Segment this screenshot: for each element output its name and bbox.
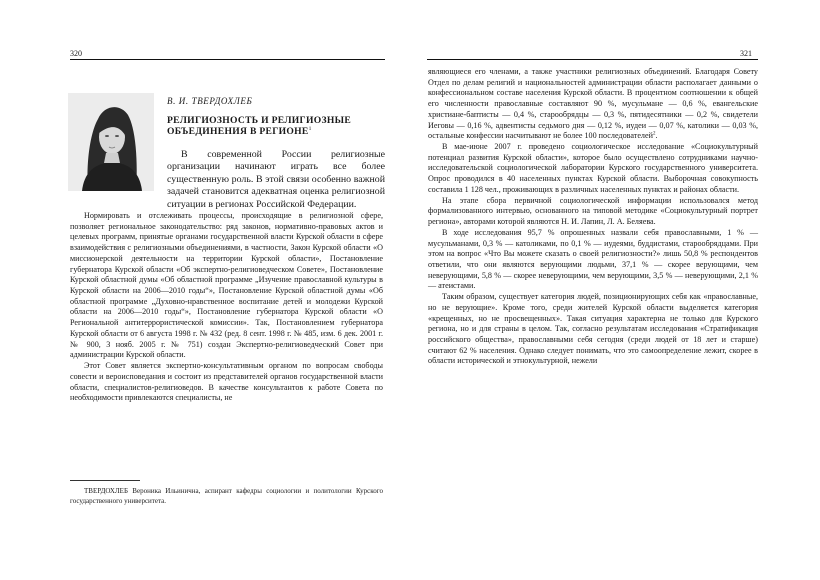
body-paragraph: Нормировать и отслеживать процессы, происходящие в религиозной сфере, позволяет региональное законодательство: ряд законов, нормативно-правовых актов и целевых программ, принятые органами государственной власти Курской области в сфере взаимодействия с религиозными объединениями, в частности, Закон Курской области «О миссионерской деятельности на территории Курской области», Постановление губернатора Курской области «Об экспертно-религиоведческом Совете», Постановление Курской областной думы «Об областной программе „Изучение православной культуры в Курской области на 2006—2010 годы“», Постановление Курской областной думы «Об областной программе „Духовно-нравственное воспитание детей и молодежи Курской области на 2006—2010 годы“», Постановление губернатора Курской области «О Региональной антитеррористической комиссии». Так, Постановлением губернатора Курской области от 6 августа 1998 г. № 432 (ред. 8 сент. 1998 г. № 485, изм. 6 дек. 2001 г. № 900, 3 нояб. 2005 г. № 751) создан Экспертно-религиоведческий Совет при администрации Курской области.	[70, 211, 383, 360]
body-paragraph: В ходе исследования 95,7 % опрошенных назвали себя православными, 1 % — мусульманами, 0,3 % — католиками, по 0,1 % — иудеями, буддистами, старообрядцами. При этом на вопрос «Что Вы можете сказать о своей религиозности?» лишь 50,8 % респондентов ответили, что они являются верующими людьми, 37,1 % — скорее верующими, чем неверующими, 5,8 % — скорее неверующими, чем верующими, 3,5 % — неверующими, 2,1 % — атеистами.	[428, 227, 758, 291]
article-title	[167, 115, 351, 138]
header-rule-right	[427, 59, 758, 60]
footnote-text: ТВЕРДОХЛЕБ Вероника Ильинична, аспирант кафедры социологии и политологии Курского государственного университета.	[70, 487, 383, 506]
article-intro	[167, 149, 385, 211]
footnote-rule	[70, 480, 140, 481]
body-paragraph: На этапе сбора первичной социологической информации использовался метод формализованного интервью, основанного на типовой методике «Социокультурный портрет региона», авторами которой являются Н. И. Лапин, Л. А. Беляева.	[428, 195, 758, 227]
right-body-column	[428, 67, 758, 367]
body-paragraph: Этот Совет является экспертно-консультативным органом по вопросам свободы совести и вероисповедания и состоит из представителей органов государственной власти области, специалистов-религиоведов. В качестве консультантов к работе Совета по необходимости привлекаются специалисты, не	[70, 361, 383, 403]
title-footnote-mark: 1	[308, 126, 312, 133]
page-number-right: 321	[740, 49, 752, 58]
paragraph-end: .	[655, 131, 658, 141]
article-title-line1: РЕЛИГИОЗНОСТЬ И РЕЛИГИОЗНЫЕ	[167, 115, 352, 126]
body-paragraph	[428, 67, 758, 142]
author-photo	[68, 93, 154, 191]
article-title-line2: ОБЪЕДИНЕНИЯ В РЕГИОНЕ	[167, 126, 309, 138]
paragraph-text: являющиеся его членами, а также участники религиозных объединений. Благодаря Совету Отдел по делам религий и национальностей администрации области располагает данными о конфессиональном составе населения Курской области. В процентном соотношении к общей его численности православные составляют 90 %, мусульмане — 0,6 %, евангельские христиане-баптисты — 0,4 %, старообрядцы — 0,3 %, пятидесятники — 0,2 %, свидетели Иеговы — 0,16 %, адвентисты седьмого дня — 0,12 %, иудеи — 0,07 %, католики — 0,03 %, остальные конфессии насчитывают не более 100 последователей	[428, 67, 758, 141]
body-paragraph: В мае-июне 2007 г. проведено социологическое исследование «Социокультурный потенциал развития Курской области», которое было осуществлено сотрудниками научно-исследовательской социологической лаборатории Курского государственного университета. Опрос проводился в 40 населенных пунктах Курской области. Выборочная совокупность составила 1 128 чел., проживающих в различных населенных пунктах и районах области.	[428, 142, 758, 194]
footnote-mark: 2	[652, 131, 656, 137]
left-body-column	[70, 211, 383, 404]
right-page	[410, 0, 820, 580]
intro-paragraph: В современной России религиозные организации начинают играть все более существенную роль. В этой связи особенно важной задачей становится адекватная оценка религиозной ситуации в регионах Российской Федерации.	[167, 149, 385, 210]
article-author: В. И. ТВЕРДОХЛЕБ	[167, 96, 253, 106]
body-paragraph: Таким образом, существует категория людей, позиционирующих себя как «православные, но не верующие». Кроме того, среди жителей Курской области выделяется категория «крещенных, но не просвещенных». Такая ситуация характерна не только для Курского региона, но и для страны в целом. Так, согласно результатам исследования «Стратификация российского общества», православными себя сегодня (среди людей от 18 лет и старше) считают 62 % населения. Однако следует понимать, что это самоопределение лежит, скорее в области исторической и этнокультурной, нежели	[428, 292, 758, 366]
author-footnote	[70, 486, 383, 506]
page-number-left: 320	[70, 49, 82, 58]
header-rule-left	[70, 59, 385, 60]
